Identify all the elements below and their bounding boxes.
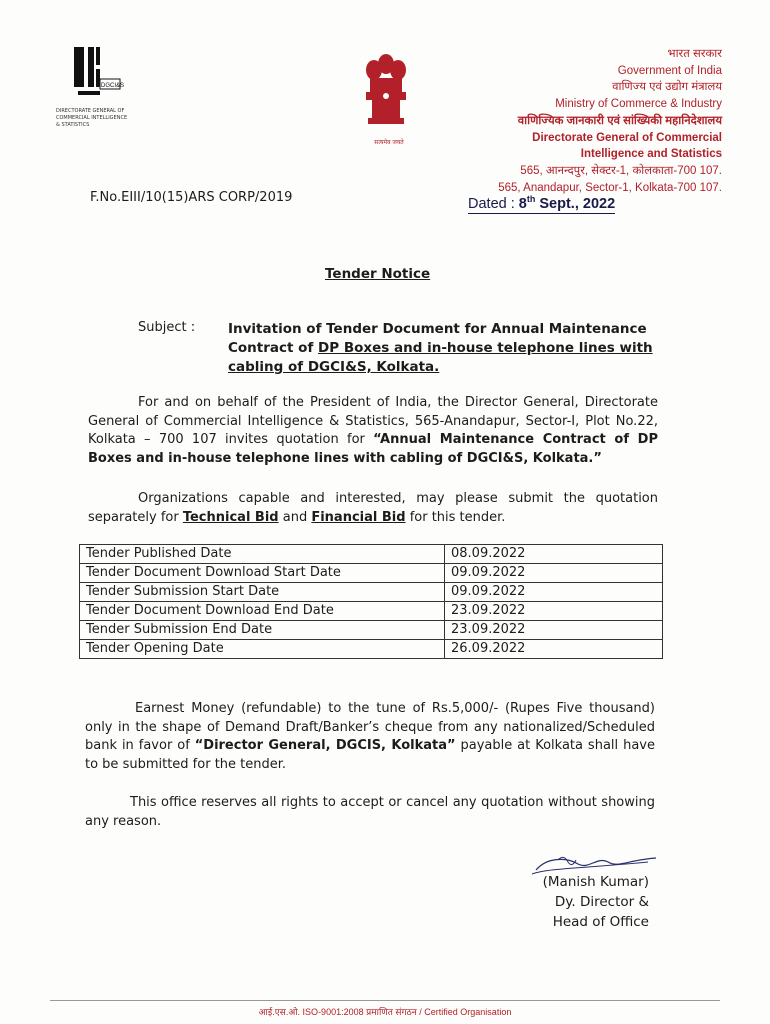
rights-paragraph: This office reserves all rights to accept or cancel any quotation without showing any reason.: [85, 795, 655, 829]
footer-certification: आई.एस.ओ. ISO-9001:2008 प्रमाणित संगठन / Certified Organisation: [258, 1007, 512, 1017]
header-line-hindi-directorate: वाणिज्यिक जानकारी एवं सांख्यिकी महानिदेशालय: [517, 114, 722, 127]
dated-label: Dated :: [468, 195, 519, 212]
signer-block: [525, 872, 649, 932]
para2-text1: Organizations capable and interested, may please submit the quotation separately for: [88, 491, 658, 525]
header-line-ministry: Ministry of Commerce & Industry: [555, 98, 722, 111]
dated-sup: th: [526, 194, 536, 204]
tender-dates-table: [79, 544, 663, 659]
para3-text1: Earnest Money (refundable) to the tune of Rs.5,000/- (Rupes Five thousand) only in the shape of Demand Draft/Banker’s cheque from any nationalized/Scheduled bank in favor of: [85, 701, 655, 753]
subject-text: [228, 320, 668, 377]
table-row: [80, 640, 663, 659]
date-value: 09.09.2022: [445, 583, 663, 602]
date-value: 23.09.2022: [445, 602, 663, 621]
table-row: [80, 621, 663, 640]
date-value: 08.09.2022: [445, 545, 663, 564]
header-line-directorate-2: Intelligence and Statistics: [580, 148, 722, 161]
header-line-hindi-ministry: वाणिज्य एवं उद्योग मंत्रालय: [612, 81, 722, 94]
logo-caption-line: DIRECTORATE GENERAL OF: [56, 108, 125, 114]
date-label: Tender Submission End Date: [80, 621, 445, 640]
dgcis-logo: [70, 45, 130, 101]
para2-text3: for this tender.: [405, 509, 506, 525]
emblem-motto: सत्यमेव जयते: [374, 139, 404, 146]
signer-name: (Manish Kumar): [542, 874, 649, 890]
financial-bid-text: Financial Bid: [311, 509, 406, 525]
subject-label: Subject :: [138, 320, 196, 335]
para3-bold: “Director General, DGCIS, Kolkata”: [194, 738, 456, 753]
logo-caption-line: & STATISTICS: [56, 122, 90, 128]
date-value: 23.09.2022: [445, 621, 663, 640]
header-line-govt: Government of India: [617, 64, 722, 77]
table-row: [80, 564, 663, 583]
signer-office: Head of Office: [552, 914, 649, 930]
page-title: Tender Notice: [325, 266, 431, 282]
government-header: [498, 46, 722, 196]
header-line-address: 565, Anandapur, Sector-1, Kolkata-700 107.: [498, 181, 722, 194]
para1-bold: “Annual Maintenance Contract of DP Boxes and in-house telephone lines with cabling of DGCI&S, Kolkata.”: [88, 432, 658, 466]
para3-text2: payable at Kolkata shall have to be submitted for the tender.: [85, 738, 655, 772]
table-row: [80, 602, 663, 621]
table-row: [80, 545, 663, 564]
dated-rest: Sept., 2022: [535, 195, 616, 212]
date-label: Tender Document Download Start Date: [80, 564, 445, 583]
file-number: F.No.EIII/10(15)ARS CORP/2019: [90, 190, 293, 205]
earnest-money-paragraph: [85, 700, 655, 774]
header-line-directorate: Directorate General of Commercial: [532, 131, 722, 144]
para2-text2: and: [278, 509, 312, 525]
national-emblem-icon: [362, 52, 410, 132]
header-line-hindi-address: 565, आनन्दपुर, सेक्टर-1, कोलकाता-700 107.: [520, 164, 722, 177]
dated-day: 8: [518, 195, 527, 212]
date-label: Tender Opening Date: [80, 640, 445, 659]
logo-caption-line: COMMERCIAL INTELLIGENCE: [56, 115, 128, 121]
logo-badge-text: DGCI&S: [101, 83, 125, 89]
date-value: 26.09.2022: [445, 640, 663, 659]
date-label: Tender Document Download End Date: [80, 602, 445, 621]
subject-part2: DP Boxes and in-house telephone lines with cabling of DGCI&S, Kolkata.: [228, 340, 653, 375]
date-value: 09.09.2022: [445, 564, 663, 583]
footer-divider: [50, 1000, 720, 1001]
logo-caption: [56, 108, 136, 129]
technical-bid-text: Technical Bid: [182, 509, 279, 525]
subject-part1: Invitation of Tender Document for Annual Maintenance Contract of: [228, 321, 647, 356]
signer-designation: Dy. Director &: [554, 894, 649, 910]
date-label: Tender Submission Start Date: [80, 583, 445, 602]
dated-line: [468, 194, 615, 212]
invitation-paragraph: [88, 394, 658, 468]
header-line-hindi-govt: भारत सरकार: [667, 48, 722, 60]
table-row: [80, 583, 663, 602]
bid-paragraph: [88, 490, 658, 527]
date-label: Tender Published Date: [80, 545, 445, 564]
para1-text: For and on behalf of the President of India, the Director General, Directorate General of Commercial Intelligence & Statistics, 565-Anandapur, Sector-I, Plot No.22, Kolkata – 700 107 invites quotation for: [88, 395, 658, 447]
